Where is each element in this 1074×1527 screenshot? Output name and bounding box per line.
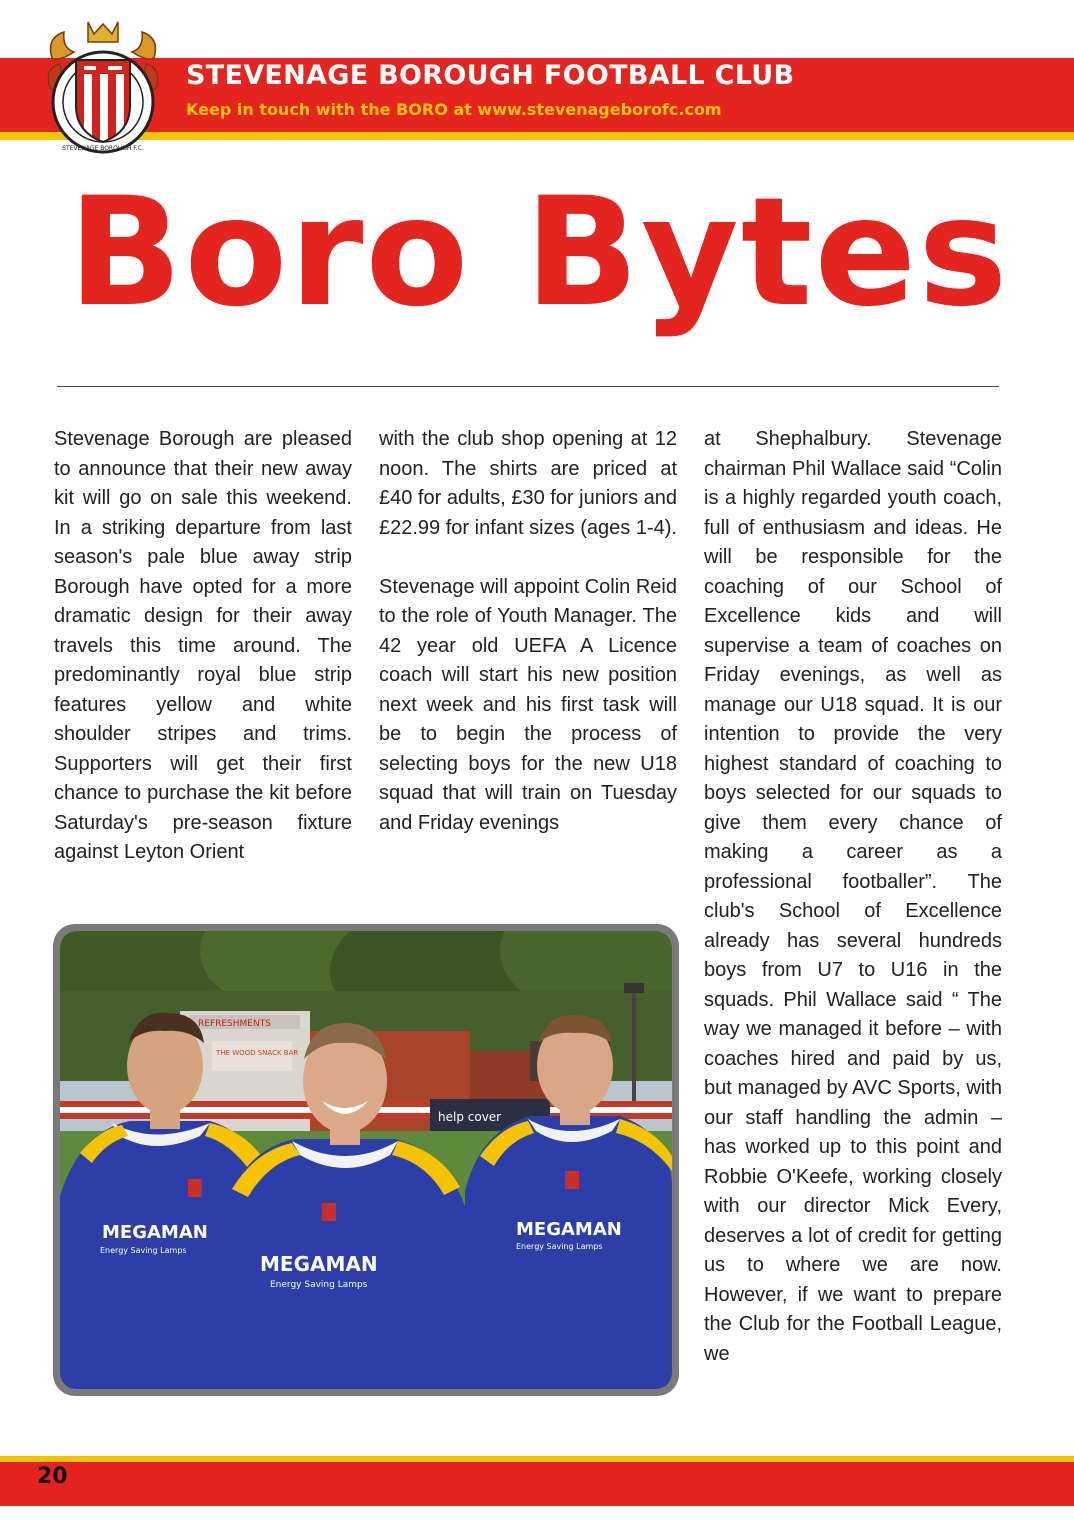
article-column-2 [379,425,677,838]
article-paragraph: with the club shop opening at 12 noon. The shirts are priced at £40 for adults, £30 for juniors and £22.99 for infant sizes (ages 1-4). [379,428,677,539]
article-column-1 [54,425,352,868]
club-name: STEVENAGE BOROUGH FOOTBALL CLUB [186,60,795,91]
club-crest-icon [44,18,162,158]
shirt-sponsor-sub: Energy Saving Lamps [100,1246,187,1255]
players-photo-illustration [60,931,672,1389]
crest-text: STEVENAGE BOROUGH F.C. [62,145,144,152]
shirt-sponsor: MEGAMAN [516,1219,622,1240]
article-column-3 [704,425,1002,1369]
refreshments-sign: REFRESHMENTS [198,1019,271,1029]
snack-bar-sign: THE WOOD SNACK BAR [216,1049,299,1057]
article-paragraph: at Shephalbury. Stevenage chairman Phil Wallace said “Colin is a highly regarded youth coach, full of enthusiasm and ideas. He will be responsible for the coaching of our School of Excellence kids and will supervise a team of coaches on Friday evenings, as well as manage our U18 squad. It is our intention to provide the very highest standard of coaching to boys selected for our squads to give them every chance of making a career as a professional footballer”. The club's School of Excellence already has several hundreds boys from U7 to U16 in the squads. Phil Wallace said “ The way we managed it before – with coaches hired and paid by us, but managed by AVC Sports, with our staff handling the admin – has worked up to this point and Robbie O'Keefe, working closely with our director Mick Every, deserves a lot of credit for getting us to where we are now. However, if we want to prepare the Club for the Football League, we [704,428,1002,1365]
footer-banner [0,1456,1074,1506]
shirt-sponsor-sub: Energy Saving Lamps [516,1242,603,1251]
shirt-sponsor-sub: Energy Saving Lamps [270,1280,368,1290]
article-paragraph: Stevenage Borough are pleased to announce that their new away kit will go on sale this weekend. In a striking departure from last season's pale blue away strip Borough have opted for a more dramatic design for their away travels this time around. The predominantly royal blue strip features yellow and white shoulder stripes and trims. Supporters will get their first chance to purchase the kit before Saturday's pre-season fixture against Leyton Orient [54,428,352,863]
divider [57,386,999,387]
shirt-sponsor: MEGAMAN [102,1222,208,1243]
club-tagline[interactable]: Keep in touch with the BORO at www.stevenageborofc.com [186,100,722,119]
cover-board-text: help cover [438,1110,502,1124]
page-number: 20 [37,1464,68,1489]
article-paragraph: Stevenage will appoint Colin Reid to the role of Youth Manager. The 42 year old UEFA A Licence coach will start his new position next week and his first task will be to begin the process of selecting boys for the new U18 squad that will train on Tuesday and Friday evenings [379,575,677,834]
page-title: Boro Bytes [68,166,1010,340]
team-photo [60,931,672,1389]
shirt-sponsor: MEGAMAN [260,1252,378,1276]
